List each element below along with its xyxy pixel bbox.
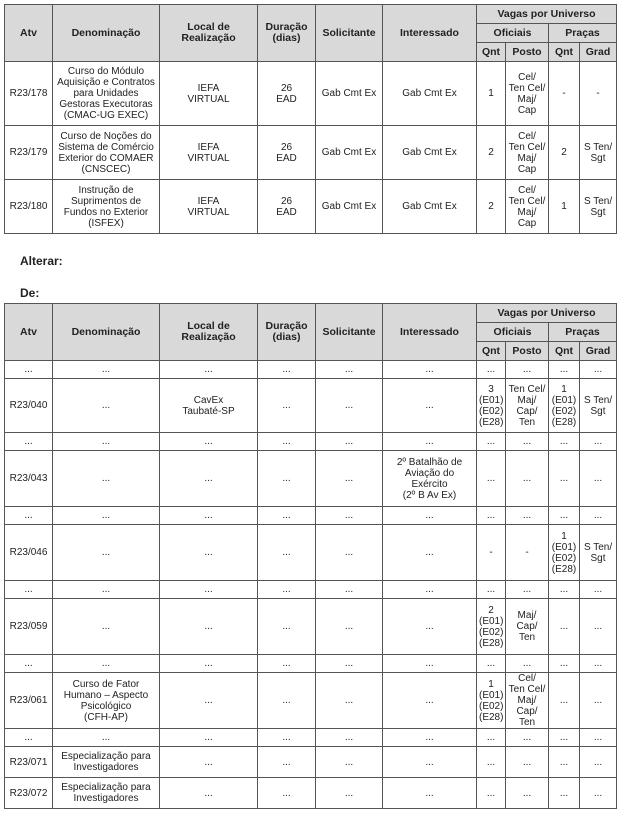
cell-solicitante: ...: [316, 361, 383, 379]
cell-denominacao: ...: [53, 507, 160, 525]
cell-atv: ...: [5, 581, 53, 599]
cell-denominacao: ...: [53, 729, 160, 747]
header-denominacao: Denominação: [53, 304, 160, 361]
cell-pracas-qnt: ...: [549, 673, 580, 729]
cell-duracao: ...: [258, 433, 316, 451]
table-row: [5, 379, 617, 433]
table-row: [5, 747, 617, 778]
cell-oficiais-qnt: 2 (E01) (E02) (E28): [477, 599, 506, 655]
header-pracas-qnt: Qnt: [549, 43, 580, 62]
cell-oficiais-qnt: 2: [477, 180, 506, 234]
cell-denominacao: Curso de Noções do Sistema de Comércio Exterior do COMAER (CNSCEC): [53, 126, 160, 180]
cell-denominacao: ...: [53, 581, 160, 599]
header-oficiais-qnt: Qnt: [477, 342, 506, 361]
cell-posto: ...: [506, 581, 549, 599]
cell-posto: Cel/ Ten Cel/ Maj/ Cap/ Ten: [506, 673, 549, 729]
cell-interessado: ...: [383, 379, 477, 433]
cell-interessado: ...: [383, 673, 477, 729]
cell-grad: ...: [580, 599, 617, 655]
cell-duracao: 26 EAD: [258, 126, 316, 180]
cell-grad: ...: [580, 361, 617, 379]
cell-duracao: ...: [258, 747, 316, 778]
cell-oficiais-qnt: -: [477, 525, 506, 581]
cell-posto: ...: [506, 433, 549, 451]
cell-local: IEFA VIRTUAL: [160, 62, 258, 126]
cell-interessado: Gab Cmt Ex: [383, 126, 477, 180]
cell-solicitante: ...: [316, 451, 383, 507]
cell-solicitante: ...: [316, 729, 383, 747]
cell-denominacao: Curso do Módulo Aquisição e Contratos para Unidades Gestoras Executoras (CMAC-UG EXEC): [53, 62, 160, 126]
cell-local: ...: [160, 525, 258, 581]
cell-interessado: ...: [383, 581, 477, 599]
cell-interessado: ...: [383, 655, 477, 673]
cell-duracao: ...: [258, 361, 316, 379]
cell-solicitante: ...: [316, 379, 383, 433]
header-solicitante: Solicitante: [316, 5, 383, 62]
cell-atv: R23/071: [5, 747, 53, 778]
cell-pracas-qnt: ...: [549, 747, 580, 778]
cell-duracao: 26 EAD: [258, 180, 316, 234]
cell-posto: ...: [506, 778, 549, 809]
cell-oficiais-qnt: ...: [477, 433, 506, 451]
header-interessado: Interessado: [383, 304, 477, 361]
header-duracao: Duração (dias): [258, 304, 316, 361]
cell-atv: R23/179: [5, 126, 53, 180]
cell-duracao: ...: [258, 599, 316, 655]
cell-atv: ...: [5, 433, 53, 451]
cell-local: ...: [160, 451, 258, 507]
cell-atv: ...: [5, 729, 53, 747]
cell-denominacao: Curso de Fator Humano – Aspecto Psicológico (CFH-AP): [53, 673, 160, 729]
cell-pracas-qnt: ...: [549, 451, 580, 507]
cell-atv: ...: [5, 507, 53, 525]
table-row: [5, 599, 617, 655]
cell-atv: R23/059: [5, 599, 53, 655]
cell-posto: ...: [506, 729, 549, 747]
cell-solicitante: ...: [316, 581, 383, 599]
cell-duracao: ...: [258, 379, 316, 433]
table-row: [5, 581, 617, 599]
cell-pracas-qnt: ...: [549, 581, 580, 599]
cell-pracas-qnt: ...: [549, 599, 580, 655]
cell-posto: Cel/ Ten Cel/ Maj/ Cap: [506, 62, 549, 126]
cell-pracas-qnt: ...: [549, 729, 580, 747]
cell-local: IEFA VIRTUAL: [160, 180, 258, 234]
header-posto: Posto: [506, 43, 549, 62]
cell-posto: Maj/ Cap/ Ten: [506, 599, 549, 655]
header-grad: Grad: [580, 342, 617, 361]
cell-interessado: ...: [383, 525, 477, 581]
cell-atv: R23/046: [5, 525, 53, 581]
header-oficiais-qnt: Qnt: [477, 43, 506, 62]
cell-solicitante: ...: [316, 778, 383, 809]
header-solicitante: Solicitante: [316, 304, 383, 361]
cell-atv: ...: [5, 361, 53, 379]
table-row: [5, 507, 617, 525]
cell-pracas-qnt: 1: [549, 180, 580, 234]
cell-local: IEFA VIRTUAL: [160, 126, 258, 180]
header-interessado: Interessado: [383, 5, 477, 62]
cell-interessado: ...: [383, 778, 477, 809]
cell-atv: ...: [5, 655, 53, 673]
de-label: De:: [20, 286, 40, 300]
cell-interessado: ...: [383, 599, 477, 655]
cell-interessado: Gab Cmt Ex: [383, 62, 477, 126]
cell-posto: ...: [506, 361, 549, 379]
table-row: [5, 433, 617, 451]
cell-local: ...: [160, 778, 258, 809]
header-vagas: Vagas por Universo: [477, 5, 617, 24]
header-local: Local de Realização: [160, 304, 258, 361]
cell-duracao: ...: [258, 673, 316, 729]
header-atv: Atv: [5, 5, 53, 62]
cell-grad: ...: [580, 778, 617, 809]
cell-solicitante: ...: [316, 433, 383, 451]
cell-duracao: ...: [258, 655, 316, 673]
cell-solicitante: ...: [316, 507, 383, 525]
cell-denominacao: ...: [53, 655, 160, 673]
header-pracas-qnt: Qnt: [549, 342, 580, 361]
cell-oficiais-qnt: ...: [477, 729, 506, 747]
cell-posto: Ten Cel/ Maj/ Cap/ Ten: [506, 379, 549, 433]
header-duracao: Duração (dias): [258, 5, 316, 62]
cell-atv: R23/061: [5, 673, 53, 729]
header-atv: Atv: [5, 304, 53, 361]
cell-local: CavEx Taubaté-SP: [160, 379, 258, 433]
cell-oficiais-qnt: ...: [477, 507, 506, 525]
cell-atv: R23/180: [5, 180, 53, 234]
header-denominacao: Denominação: [53, 5, 160, 62]
cell-denominacao: ...: [53, 451, 160, 507]
cell-solicitante: ...: [316, 525, 383, 581]
header-posto: Posto: [506, 342, 549, 361]
header-grad: Grad: [580, 43, 617, 62]
cell-denominacao: ...: [53, 433, 160, 451]
cell-interessado: Gab Cmt Ex: [383, 180, 477, 234]
cell-denominacao: Instrução de Suprimentos de Fundos no Exterior (ISFEX): [53, 180, 160, 234]
cell-interessado: ...: [383, 433, 477, 451]
cell-atv: R23/043: [5, 451, 53, 507]
cell-oficiais-qnt: ...: [477, 655, 506, 673]
cell-local: ...: [160, 673, 258, 729]
cell-denominacao: ...: [53, 599, 160, 655]
cell-interessado: ...: [383, 729, 477, 747]
table-row: [5, 729, 617, 747]
cell-local: ...: [160, 747, 258, 778]
cell-atv: R23/072: [5, 778, 53, 809]
cell-grad: S Ten/ Sgt: [580, 126, 617, 180]
cell-pracas-qnt: ...: [549, 507, 580, 525]
cell-pracas-qnt: 1 (E01) (E02) (E28): [549, 525, 580, 581]
cell-grad: ...: [580, 507, 617, 525]
cell-grad: ...: [580, 673, 617, 729]
header-oficiais: Oficiais: [477, 24, 549, 43]
cell-solicitante: Gab Cmt Ex: [316, 126, 383, 180]
header-pracas: Praças: [549, 24, 617, 43]
cell-solicitante: ...: [316, 599, 383, 655]
cell-pracas-qnt: -: [549, 62, 580, 126]
table-row: [5, 126, 617, 180]
cell-posto: ...: [506, 507, 549, 525]
cell-duracao: ...: [258, 778, 316, 809]
cell-grad: ...: [580, 655, 617, 673]
table-row: [5, 525, 617, 581]
cell-local: ...: [160, 507, 258, 525]
cell-local: ...: [160, 581, 258, 599]
cell-oficiais-qnt: 3 (E01) (E02) (E28): [477, 379, 506, 433]
cell-pracas-qnt: ...: [549, 361, 580, 379]
cell-pracas-qnt: 2: [549, 126, 580, 180]
cell-solicitante: ...: [316, 747, 383, 778]
cell-grad: ...: [580, 433, 617, 451]
cell-oficiais-qnt: ...: [477, 581, 506, 599]
cell-denominacao: ...: [53, 525, 160, 581]
cell-solicitante: ...: [316, 655, 383, 673]
cell-grad: ...: [580, 581, 617, 599]
cell-grad: S Ten/ Sgt: [580, 379, 617, 433]
cell-grad: ...: [580, 451, 617, 507]
cell-duracao: ...: [258, 451, 316, 507]
header-local: Local de Realização: [160, 5, 258, 62]
courses-table: [4, 4, 617, 234]
cell-interessado: ...: [383, 507, 477, 525]
cell-interessado: ...: [383, 361, 477, 379]
cell-pracas-qnt: 1 (E01) (E02) (E28): [549, 379, 580, 433]
cell-denominacao: Especialização para Investigadores: [53, 747, 160, 778]
cell-grad: S Ten/ Sgt: [580, 180, 617, 234]
cell-oficiais-qnt: 2: [477, 126, 506, 180]
cell-local: ...: [160, 361, 258, 379]
cell-grad: -: [580, 62, 617, 126]
cell-denominacao: ...: [53, 361, 160, 379]
changes-table: [4, 303, 617, 809]
cell-atv: R23/178: [5, 62, 53, 126]
cell-solicitante: ...: [316, 673, 383, 729]
cell-posto: ...: [506, 747, 549, 778]
cell-duracao: ...: [258, 507, 316, 525]
cell-posto: -: [506, 525, 549, 581]
cell-duracao: ...: [258, 525, 316, 581]
cell-grad: S Ten/ Sgt: [580, 525, 617, 581]
cell-oficiais-qnt: ...: [477, 361, 506, 379]
cell-interessado: 2º Batalhão de Aviação do Exército (2º B Av Ex): [383, 451, 477, 507]
cell-oficiais-qnt: 1 (E01) (E02) (E28): [477, 673, 506, 729]
cell-posto: Cel/ Ten Cel/ Maj/ Cap: [506, 180, 549, 234]
cell-grad: ...: [580, 747, 617, 778]
cell-atv: R23/040: [5, 379, 53, 433]
cell-local: ...: [160, 729, 258, 747]
cell-posto: ...: [506, 451, 549, 507]
cell-posto: ...: [506, 655, 549, 673]
cell-solicitante: Gab Cmt Ex: [316, 180, 383, 234]
cell-local: ...: [160, 655, 258, 673]
cell-denominacao: Especialização para Investigadores: [53, 778, 160, 809]
cell-grad: ...: [580, 729, 617, 747]
cell-duracao: ...: [258, 581, 316, 599]
table-row: [5, 673, 617, 729]
cell-duracao: 26 EAD: [258, 62, 316, 126]
header-vagas: Vagas por Universo: [477, 304, 617, 323]
cell-denominacao: ...: [53, 379, 160, 433]
cell-local: ...: [160, 599, 258, 655]
cell-pracas-qnt: ...: [549, 778, 580, 809]
table-row: [5, 180, 617, 234]
header-oficiais: Oficiais: [477, 323, 549, 342]
cell-local: ...: [160, 433, 258, 451]
cell-posto: Cel/ Ten Cel/ Maj/ Cap: [506, 126, 549, 180]
header-pracas: Praças: [549, 323, 617, 342]
table-row: [5, 361, 617, 379]
table-row: [5, 778, 617, 809]
cell-oficiais-qnt: ...: [477, 747, 506, 778]
cell-pracas-qnt: ...: [549, 655, 580, 673]
cell-pracas-qnt: ...: [549, 433, 580, 451]
cell-solicitante: Gab Cmt Ex: [316, 62, 383, 126]
table-row: [5, 451, 617, 507]
cell-oficiais-qnt: ...: [477, 778, 506, 809]
table-row: [5, 62, 617, 126]
table-row: [5, 655, 617, 673]
cell-oficiais-qnt: 1: [477, 62, 506, 126]
cell-duracao: ...: [258, 729, 316, 747]
cell-interessado: ...: [383, 747, 477, 778]
alterar-label: Alterar:: [20, 254, 63, 268]
cell-oficiais-qnt: ...: [477, 451, 506, 507]
